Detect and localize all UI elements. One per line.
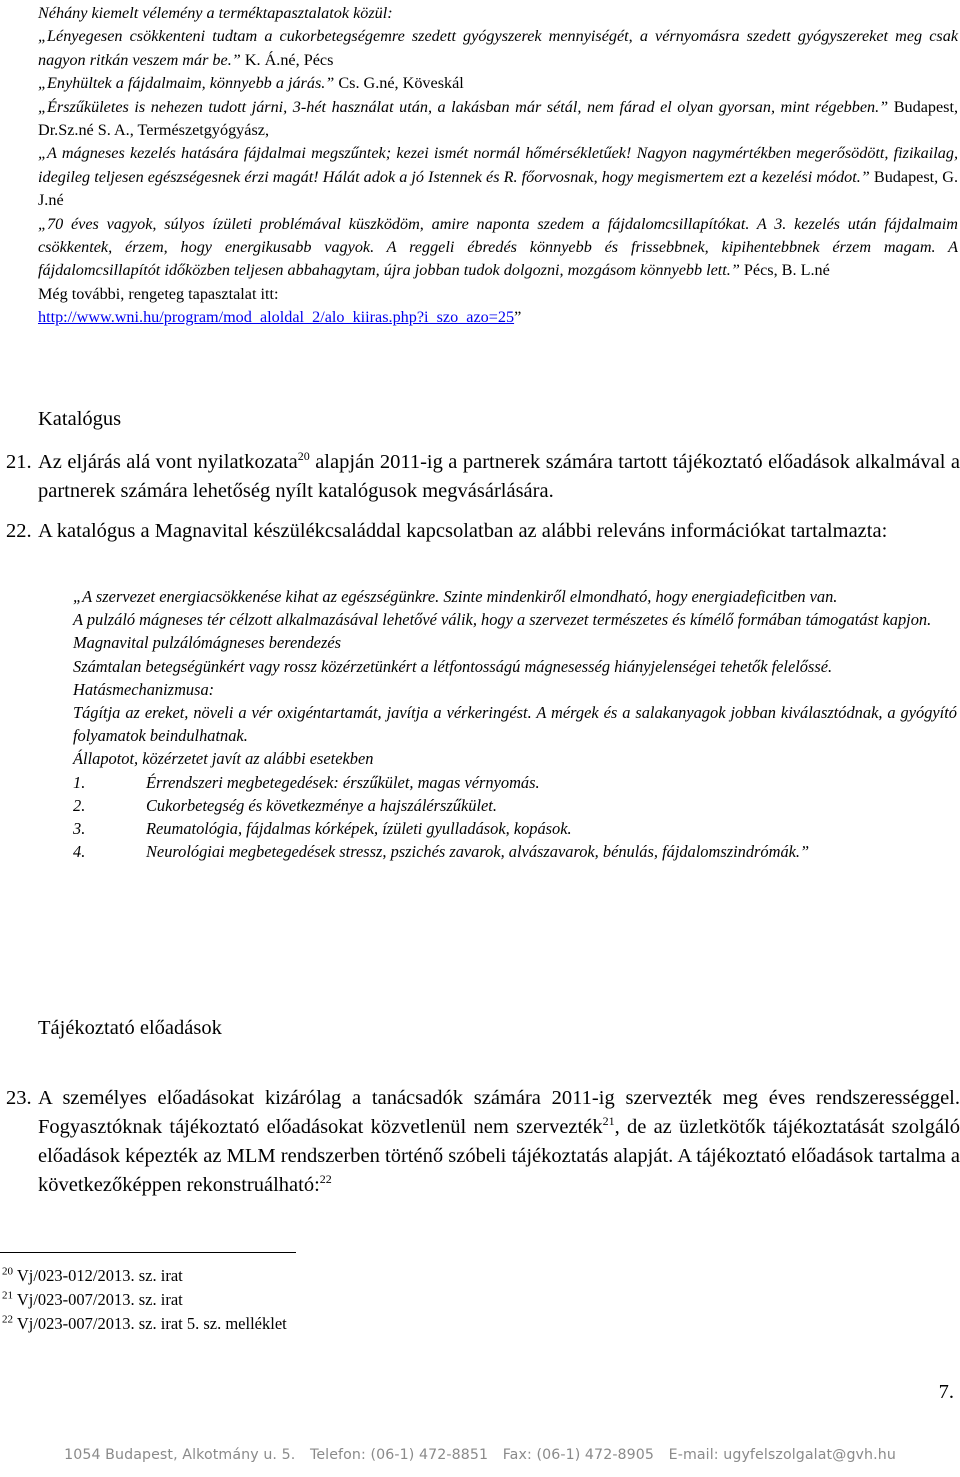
- quote-line-1: „A szervezet energiacsökkenése kihat az egészségünkre. Szinte mindenkiről elmondható, hogy energiadeficitben van.: [73, 587, 838, 606]
- heading-eloadasok: Tájékoztató előadások: [38, 1017, 222, 1039]
- footnote-22: $^{22}$ Vj/023-007/2013. sz. irat 5. sz. melléklet: [2, 1313, 287, 1333]
- review-1: „Lényegesen csökkenteni tudtam a cukorbetegségemre szedett gyógyszerek mennyiségét, a vérnyomásra szedett gyógyszereket meg csak nagyon ritkán veszem már be.” K. Á.né, Pécs: [38, 27, 958, 69]
- quote-line-5: Hatásmechanizmusa:: [73, 679, 215, 699]
- link-line: http://www.wni.hu/program/mod_aloldal_2/alo_kiiras.php?i_szo_azo=25”: [38, 308, 522, 327]
- footnote-divider: [0, 1252, 296, 1253]
- page-footer: [0, 1447, 960, 1463]
- footnote-ref-20: 20: [297, 449, 310, 464]
- review-5: „70 éves vagyok, súlyos ízületi problémával küszködöm, amire naponta szedem a fájdalomcsillapítókat. A 3. kezelés után fájdalmaim csökkentek, érzem, hogy energikusabb vagyok. A reggeli ébredés könnyebb és frissebbnek, kipihentebbnek érzem magam. A fájdalomcsillapítót időközben teljesen abbahagytam, újra jobban tudok dolgozni, mozgásom könnyebb lett.” Pécs, B. L.né: [38, 214, 958, 280]
- footnote-ref-21: 21: [602, 1114, 615, 1129]
- reviews-block: [38, 2, 958, 330]
- quote-line-7: Állapotot, közérzetet javít az alábbi esetekben: [73, 749, 374, 769]
- footnotes: [2, 1264, 287, 1336]
- list-item: 1. Érrendszeri megbetegedések: érszűkület, magas vérnyomás.: [73, 772, 540, 792]
- catalog-quote: [73, 585, 957, 863]
- list-item: 2. Cukorbetegség és következménye a hajszálérszűkület.: [73, 795, 497, 815]
- footer-email: E-mail: ugyfelszolgalat@gvh.hu: [668, 1447, 896, 1463]
- page-number: 7.: [938, 1381, 954, 1403]
- footer-phone: Telefon: (06-1) 472-8851: [310, 1447, 489, 1463]
- footnote-21: $^{21}$ Vj/023-007/2013. sz. irat: [2, 1289, 183, 1309]
- experiences-link[interactable]: http://www.wni.hu/program/mod_aloldal_2/alo_kiiras.php?i_szo_azo=25: [38, 308, 515, 327]
- list-item: 3. Reumatológia, fájdalmas kórképek, ízületi gyulladások, kopások.: [73, 819, 572, 839]
- review-4: „A mágneses kezelés hatására fájdalmai megszűntek; kezei ismét normál hőmérsékletűek! Nagyon nagymértékben megerősödött, fizikailag, idegileg teljesen egészségesnek érzi magát! Hálát adok a jó Istennek és R. főorvosnak, hogy megismertem ezt a kezelési módot.” Budapest, G. J.né: [38, 144, 959, 210]
- quote-line-2: A pulzáló mágneses tér célzott alkalmazásával lehetővé válik, hogy a szervezet természetes és kímélő formában támogatást kapjon.: [73, 610, 932, 630]
- paragraph-22: 22. A katalógus a Magnavital készülékcsaláddal kapcsolatban az alábbi releváns információkat tartalmazta:: [6, 520, 888, 542]
- review-2: „Enyhültek a fájdalmaim, könnyebb a járás.” Cs. G.né, Köveskál: [38, 74, 464, 93]
- reviews-intro: Néhány kiemelt vélemény a terméktapasztalatok közül:: [38, 4, 393, 22]
- quote-line-6: Tágítja az ereket, növeli a vér oxigéntartamát, javítja a vérkeringést. A mérgek és a salakanyagok jobban kiválasztódnak, a gyógyító folyamatok beindulhatnak.: [73, 703, 957, 746]
- review-3: „Érszűkületes is nehezen tudott járni, 3-hét használat után, a lakásban már sétál, nem fárad el olyan gyorsan, mint régebben.” Budapest, Dr.Sz.né S. A., Természetgyógyász,: [38, 97, 958, 140]
- quote-line-3: Magnavital pulzálómágneses berendezés: [73, 633, 341, 653]
- paragraph-21: 21. Az eljárás alá vont nyilatkozata$^{20}$ alapján 2011-ig a partnerek számára tartott tájékoztató előadások alkalmával a partnerek számára lehetőség nyílt katalógusok megvásárlására.: [6, 449, 960, 502]
- heading-katalogus: Katalógus: [38, 408, 122, 430]
- footer-fax: Fax: (06-1) 472-8905: [502, 1447, 655, 1463]
- footnote-ref-22: 22: [319, 1172, 332, 1187]
- list-item: 4. Neurológiai megbetegedések stressz, pszichés zavarok, alvászavarok, bénulás, fájdalomszindrómák.”: [73, 842, 810, 862]
- footnote-20: $^{20}$ Vj/023-012/2013. sz. irat: [2, 1265, 183, 1285]
- more-experiences: Még további, rengeteg tapasztalat itt:: [38, 284, 279, 303]
- footer-address: 1054 Budapest, Alkotmány u. 5.: [64, 1447, 296, 1463]
- quote-line-4: Számtalan betegségünkért vagy rossz közérzetünkért a létfontosságú mágnesesség hiányjelenségei tehetők felelőssé.: [73, 656, 833, 676]
- paragraph-23: 23. A személyes előadásokat kizárólag a tanácsadók számára 2011-ig szervezték meg éves rendszerességgel. Fogyasztóknak tájékoztató előadásokat közvetlenül nem szervezték$^{21}$, de az üzletkötők tájékoztatását szolgáló előadások képezték az MLM rendszerben történő szóbeli tájékoztatás alapját. A tájékoztató előadások tartalma a következőképpen rekonstruálható:$^{22}$: [6, 1087, 960, 1196]
